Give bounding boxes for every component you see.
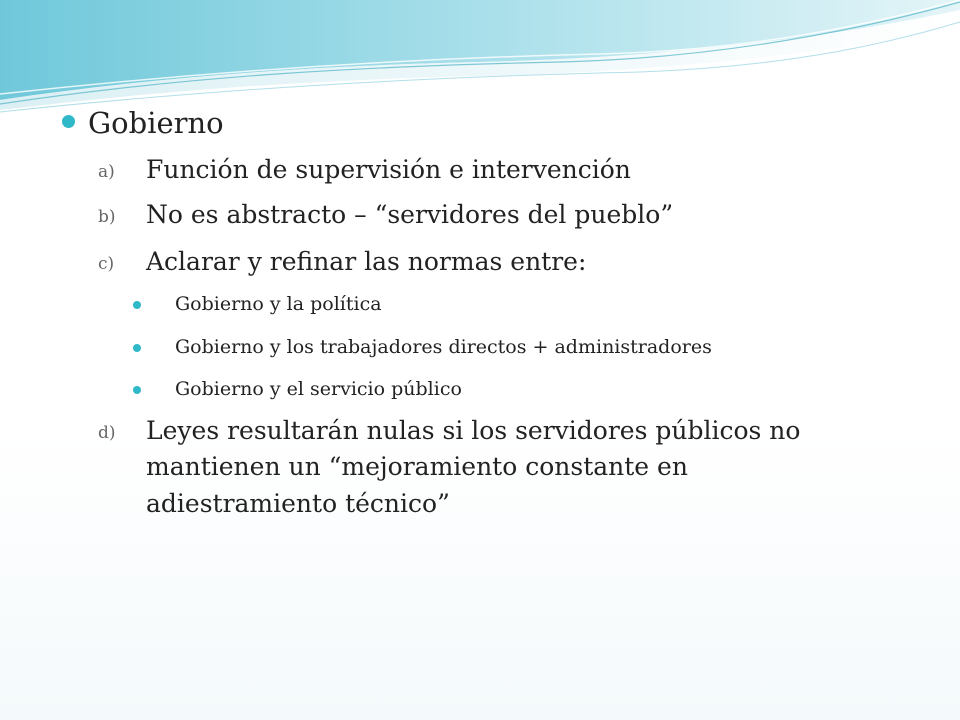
item-d-line-2: mantienen un “mejoramiento constante en	[146, 452, 688, 481]
subitem-bullet-icon	[133, 386, 141, 394]
subitem-2: Gobierno y los trabajadores directos + administradores	[175, 336, 712, 358]
item-d-line-3: adiestramiento técnico”	[146, 489, 450, 518]
item-b: No es abstracto – “servidores del pueblo”	[146, 200, 674, 229]
item-marker-a: a)	[98, 162, 115, 182]
item-marker-b: b)	[98, 207, 116, 227]
heading-bullet-icon	[62, 115, 75, 128]
subitem-3: Gobierno y el servicio público	[175, 378, 462, 400]
item-c: Aclarar y refinar las normas entre:	[146, 247, 587, 276]
subitem-bullet-icon	[133, 301, 141, 309]
subitem-bullet-icon	[133, 344, 141, 352]
item-marker-c: c)	[98, 254, 115, 274]
item-marker-d: d)	[98, 423, 116, 443]
item-d-line-1: Leyes resultarán nulas si los servidores públicos no	[146, 416, 801, 445]
subitem-1: Gobierno y la política	[175, 293, 382, 315]
item-a: Función de supervisión e intervención	[146, 155, 631, 184]
slide-heading: Gobierno	[88, 106, 224, 140]
